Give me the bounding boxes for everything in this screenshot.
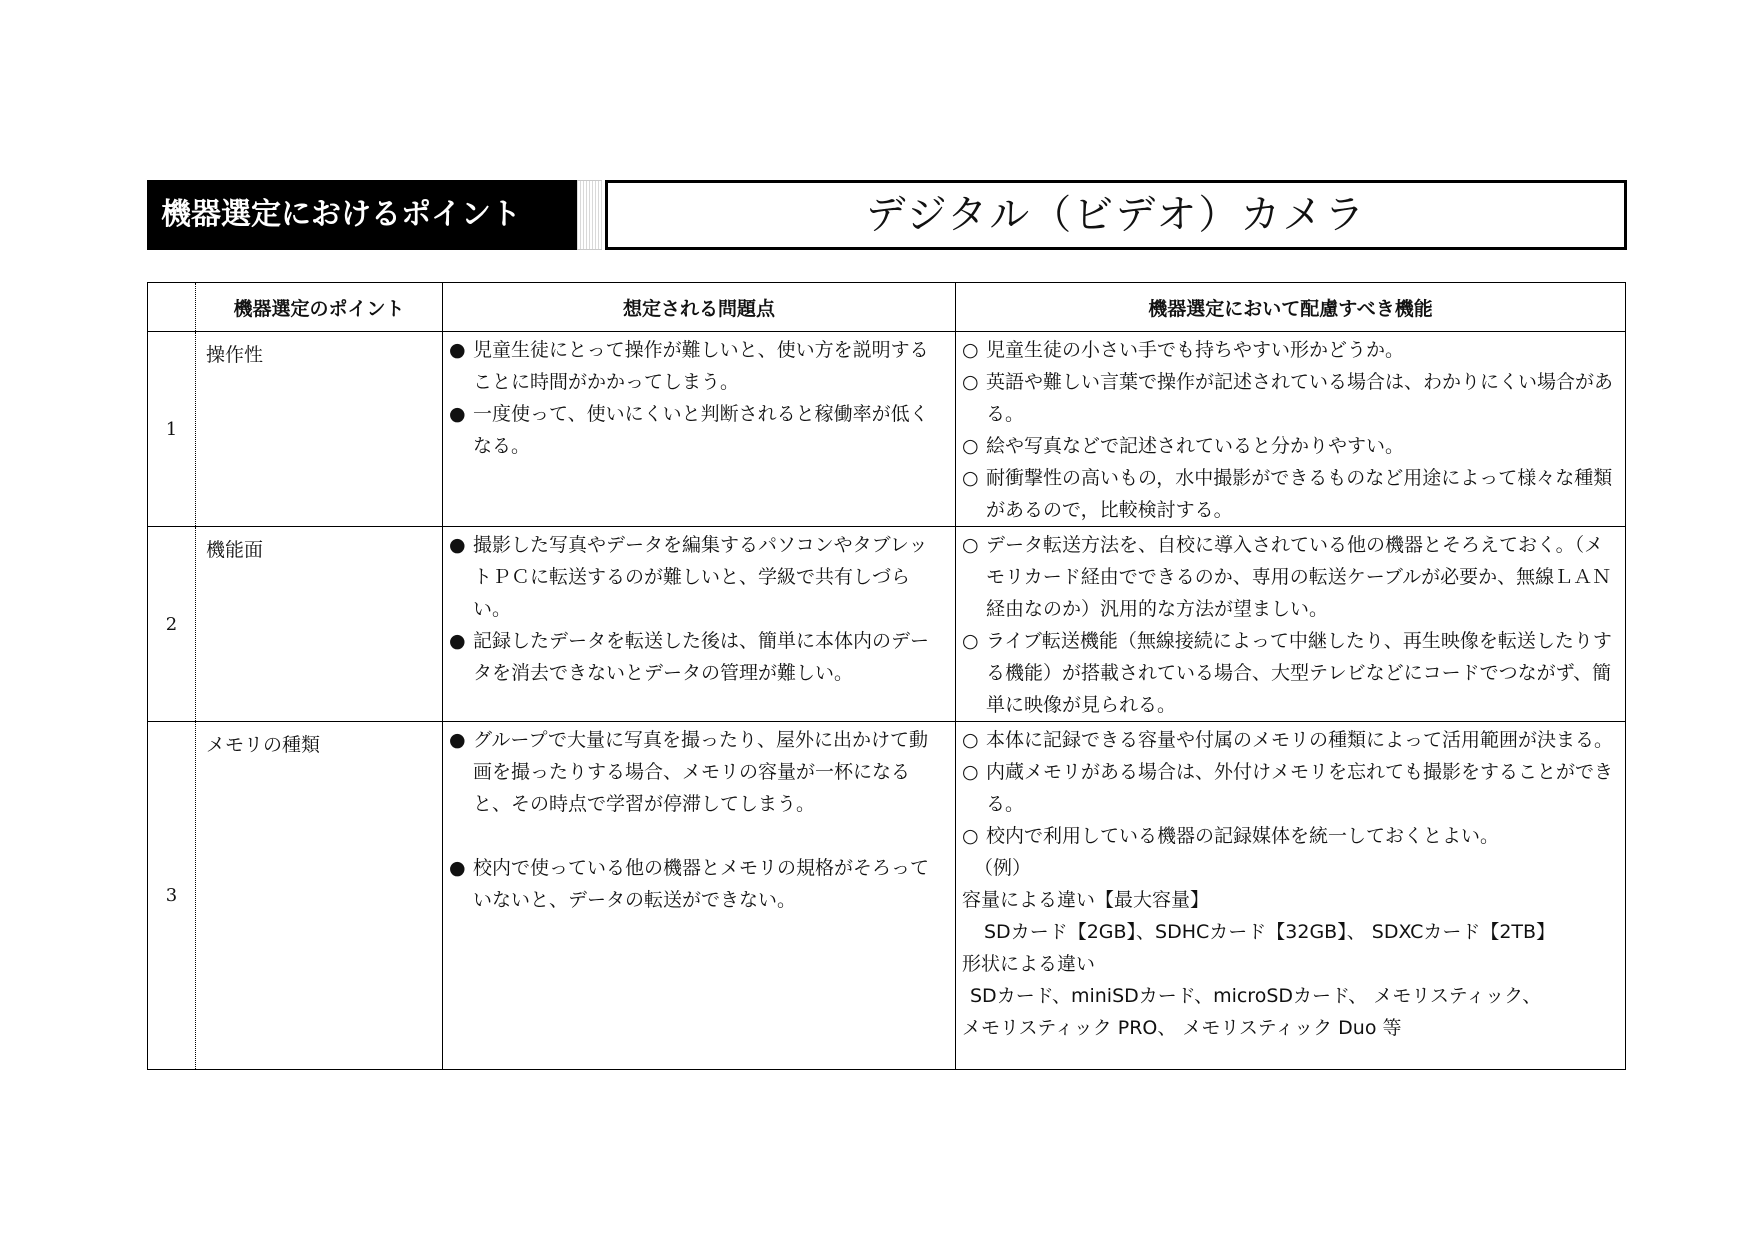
hollow-bullet-icon: ○ [962,339,979,361]
issue-item: ● 校内で使っている他の機器とメモリの規格がそろっていないと、データの転送ができない。 [449,852,945,916]
table-header-row [148,283,1626,332]
feature-item: ○ 英語や難しい言葉で操作が記述されている場合は、わかりにくい場合がある。 [962,366,1621,430]
row-features [956,722,1626,1070]
hollow-bullet-icon: ○ [962,467,979,489]
example-label: （例） [974,857,1032,879]
feature-item: ○ 本体に記録できる容量や付属のメモリの種類によって活用範囲が決まる。 [962,724,1621,756]
filled-bullet-icon: ● [449,630,466,652]
row-number: 3 [148,722,196,1070]
point-label: 操作性 [206,344,264,366]
filled-bullet-icon: ● [449,534,466,556]
row-number: 2 [148,527,196,722]
row-issues [443,527,956,722]
hollow-bullet-icon: ○ [962,825,979,847]
table-row [148,332,1626,527]
point-label: メモリの種類 [206,734,321,756]
column-header-issues: 想定される問題点 [443,283,956,332]
feature-item: ○ 耐衝撃性の高いもの，水中撮影ができるものなど用途によって様々な種類があるので，比較検討する。 [962,462,1621,526]
row-issues [443,722,956,1070]
row-number: 1 [148,332,196,527]
feature-item: ○ ライブ転送機能（無線接続によって中継したり、再生映像を転送したりする機能）が搭載されている場合、大型テレビなどにコードでつながず、簡単に映像が見られる。 [962,625,1621,721]
row-features [956,527,1626,722]
shape-detail: SDカード、miniSDカード、microSDカード、 メモリスティック、 [970,985,1542,1007]
issue-item: ● 記録したデータを転送した後は、簡単に本体内のデータを消去できないとデータの管理が難しい。 [449,625,945,689]
filled-bullet-icon: ● [449,339,466,361]
document-header [147,180,1627,250]
capacity-heading: 容量による違い【最大容量】 [962,889,1210,911]
hollow-bullet-icon: ○ [962,435,979,457]
hollow-bullet-icon: ○ [962,630,979,652]
column-header-number [148,283,196,332]
issue-item: ● 撮影した写真やデータを編集するパソコンやタブレットＰＣに転送するのが難しいと、学級で共有しづらい。 [449,529,945,625]
feature-item: ○ 校内で利用している機器の記録媒体を統一しておくとよい。 [962,820,1621,852]
feature-item: ○ 内蔵メモリがある場合は、外付けメモリを忘れても撮影をすることができる。 [962,756,1621,820]
table-row [148,527,1626,722]
section-label: 機器選定におけるポイント [147,180,577,250]
row-point [196,722,443,1070]
row-issues [443,332,956,527]
hollow-bullet-icon: ○ [962,371,979,393]
feature-item: ○ 絵や写真などで記述されていると分かりやすい。 [962,430,1621,462]
feature-item: ○ データ転送方法を、自校に導入されている他の機器とそろえておく。（メモリカード経由でできるのか、専用の転送ケーブルが必要か、無線ＬＡＮ経由なのか）汎用的な方法が望ましい。 [962,529,1621,625]
issue-item: ● 一度使って、使いにくいと判断されると稼働率が低くなる。 [449,398,945,462]
hollow-bullet-icon: ○ [962,534,979,556]
row-point [196,527,443,722]
filled-bullet-icon: ● [449,857,466,879]
filled-bullet-icon: ● [449,729,466,751]
shape-heading: 形状による違い [962,953,1096,975]
issue-item: ● 児童生徒にとって操作が難しいと、使い方を説明することに時間がかかってしまう。 [449,334,945,398]
column-header-features: 機器選定において配慮すべき機能 [956,283,1626,332]
point-label: 機能面 [206,539,264,561]
issue-item: ● グループで大量に写真を撮ったり、屋外に出かけて動画を撮ったりする場合、メモリの容量が一杯になると、その時点で学習が停滞してしまう。 [449,724,945,820]
filled-bullet-icon: ● [449,403,466,425]
page-title: デジタル（ビデオ）カメラ [605,180,1627,250]
row-features [956,332,1626,527]
row-point [196,332,443,527]
shape-detail: メモリスティック PRO、 メモリスティック Duo 等 [962,1017,1402,1039]
header-divider [577,180,602,250]
blank-line [449,820,945,852]
hollow-bullet-icon: ○ [962,761,979,783]
hollow-bullet-icon: ○ [962,729,979,751]
feature-item: ○ 児童生徒の小さい手でも持ちやすい形かどうか。 [962,334,1621,366]
table-row [148,722,1626,1070]
capacity-detail: SDカード【2GB】、SDHCカード【32GB】、 SDXCカード【2TB】 [984,921,1556,943]
column-header-point: 機器選定のポイント [196,283,443,332]
selection-points-table [147,282,1626,1070]
